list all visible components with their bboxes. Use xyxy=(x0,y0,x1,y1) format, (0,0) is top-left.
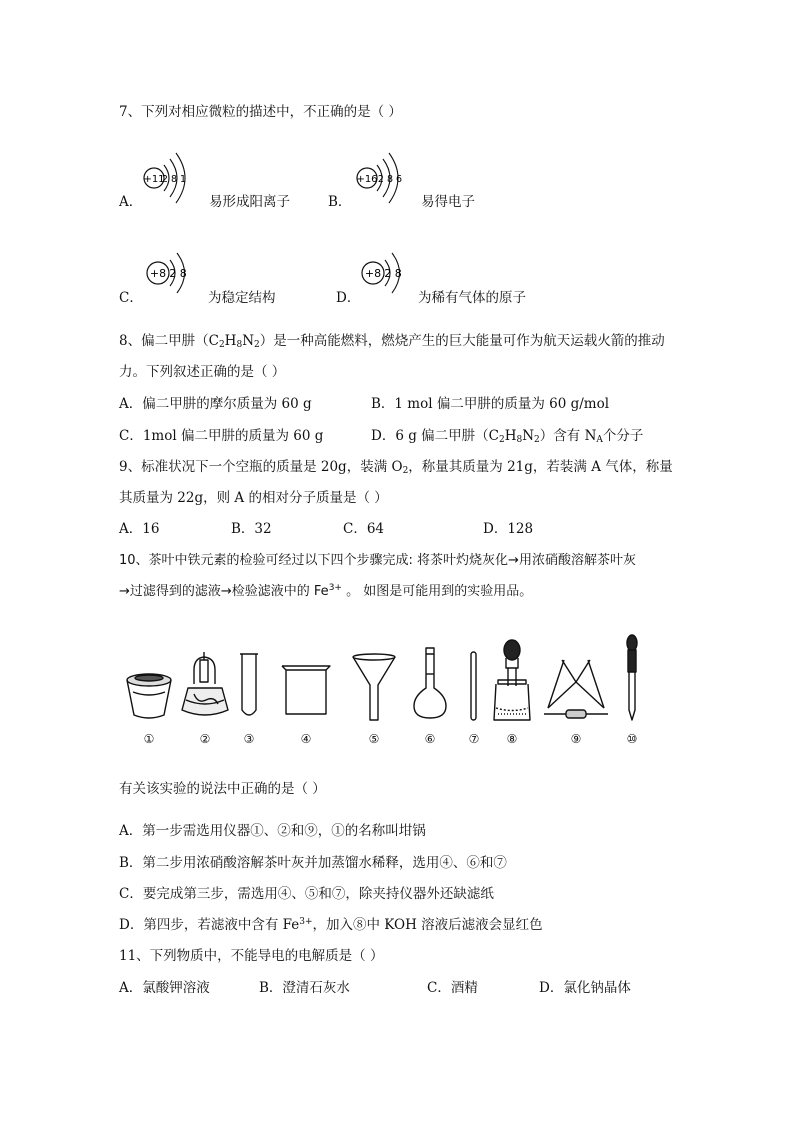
q9-option-c: C．64 xyxy=(343,521,385,537)
volumetric-flask-apparatus xyxy=(414,648,446,718)
q10-question: 有关该实验的说法中正确的是（ ） xyxy=(119,781,326,797)
q8-option-d: D．6 g 偏二甲肼$(C_2H_8N_2)$含有 $N_A$个分子 xyxy=(371,428,644,445)
dropper-bottle-apparatus xyxy=(494,640,530,720)
q11-option-b: B．澄清石灰水 xyxy=(259,980,350,996)
atom-structure-diagram-b xyxy=(353,147,413,203)
formula-c: C xyxy=(208,333,219,349)
q8-option-b: B．1 mol 偏二甲肼的质量为 60 g/mol xyxy=(371,396,610,412)
q11-option-c: C．酒精 xyxy=(427,980,478,996)
q8-stem-line2: 力。下列叙述正确的是（ ） xyxy=(119,364,286,380)
apparatus-label-8: ⑧ xyxy=(506,732,518,746)
q10-option-d: D．第四步，若滤液中含有 $Fe^{3+}$，加入⑧中 KOH 溶液后滤液会显红色 xyxy=(119,917,543,933)
funnel-apparatus xyxy=(353,654,395,720)
apparatus-label-6: ⑥ xyxy=(424,732,436,746)
shell-electrons-a: 2 8 1 xyxy=(161,174,187,185)
dropper-apparatus xyxy=(627,635,637,720)
q11-stem: 11、下列物质中，不能导电的电解质是（ ） xyxy=(119,948,384,964)
q9-stem-line1: 9、标准状况下一个空瓶的质量是 20g，装满 $O_2$，称量其质量为 21g，若装满 A 气体，称量 xyxy=(119,459,673,476)
apparatus-label-7: ⑦ xyxy=(468,732,480,746)
lab-apparatus-figure xyxy=(118,630,658,750)
q9-stem-line2: 其质量为 22g，则 A 的相对分子质量是（ ） xyxy=(119,490,388,506)
q8-stem-line1: 8、偏二甲肼$(C_2H_8N_2)$是一种高能燃料，燃烧产生的巨大能量可作为航天运载火箭的推动 xyxy=(119,333,665,350)
nucleus-charge-d: +8 xyxy=(364,267,382,280)
q7-option-a-desc: 易形成阳离子 xyxy=(209,194,290,210)
q10-option-c: C．要完成第三步，需选用④、⑤和⑦，除夹持仪器外还缺滤纸 xyxy=(119,886,494,902)
shell-electrons-b: 2 8 6 xyxy=(377,174,403,185)
nucleus-charge-c: +8 xyxy=(149,267,167,280)
q7-option-d-letter: D． xyxy=(336,290,361,306)
q11-option-d: D．氯化钠晶体 xyxy=(539,980,631,996)
apparatus-label-1: ① xyxy=(143,732,155,746)
test-tube-apparatus xyxy=(240,654,258,715)
crucible-apparatus xyxy=(127,674,171,718)
q11-option-a: A．氯酸钾溶液 xyxy=(119,980,210,996)
nucleus-charge-b: +16 xyxy=(356,174,378,185)
beaker-apparatus xyxy=(282,666,330,714)
q10-stem-line2: →过滤得到的滤液→检验滤液中的 $Fe^{3+}$ 。 如图是可能用到的实验用品。 xyxy=(119,583,533,599)
q8-option-c: C．1mol 偏二甲肼的质量为 60 g xyxy=(119,428,324,444)
glass-rod-apparatus xyxy=(471,652,476,720)
q8-option-a: A．偏二甲肼的摩尔质量为 60 g xyxy=(119,396,312,412)
q9-option-b: B．32 xyxy=(231,521,272,537)
atom-structure-diagram-d xyxy=(359,246,415,302)
q7-option-b-desc: 易得电子 xyxy=(421,194,475,210)
apparatus-label-9: ⑨ xyxy=(570,732,582,746)
q7-stem: 7、下列对相应微粒的描述中，不正确的是（ ） xyxy=(119,104,402,120)
q10-stem-line1: 10、茶叶中铁元素的检验可经过以下四个步骤完成: 将茶叶灼烧灰化→用浓硝酸溶解茶叶灰 xyxy=(119,553,636,568)
apparatus-label-3: ③ xyxy=(243,732,255,746)
q7-option-a-letter: A． xyxy=(119,194,143,210)
apparatus-label-2: ② xyxy=(199,732,211,746)
nucleus-charge-a: +11 xyxy=(143,174,165,185)
shell-electrons-d: 2 8 xyxy=(384,267,402,280)
q7-option-c-letter: C． xyxy=(119,290,143,306)
apparatus-label-5: ⑤ xyxy=(368,732,380,746)
q9-option-d: D．128 xyxy=(483,521,534,537)
q10-option-b: B．第二步用浓硝酸溶解茶叶灰并加蒸馏水稀释，选用④、⑥和⑦ xyxy=(119,855,507,871)
alcohol-lamp-apparatus xyxy=(182,652,228,715)
apparatus-label-4: ④ xyxy=(300,732,312,746)
apparatus-label-10: ⑩ xyxy=(626,732,638,746)
q10-option-a: A．第一步需选用仪器①、②和⑨，①的名称叫坩锅 xyxy=(119,823,426,839)
shell-electrons-c: 2 8 xyxy=(169,267,187,280)
q9-option-a: A．16 xyxy=(119,521,160,537)
q7-option-b-letter: B． xyxy=(328,194,352,210)
atom-structure-diagram-a xyxy=(140,147,200,203)
q7-option-c-desc: 为稳定结构 xyxy=(208,290,276,306)
clay-triangle-apparatus xyxy=(544,660,608,718)
q7-option-d-desc: 为稀有气体的原子 xyxy=(418,290,526,306)
atom-structure-diagram-c xyxy=(144,246,200,302)
